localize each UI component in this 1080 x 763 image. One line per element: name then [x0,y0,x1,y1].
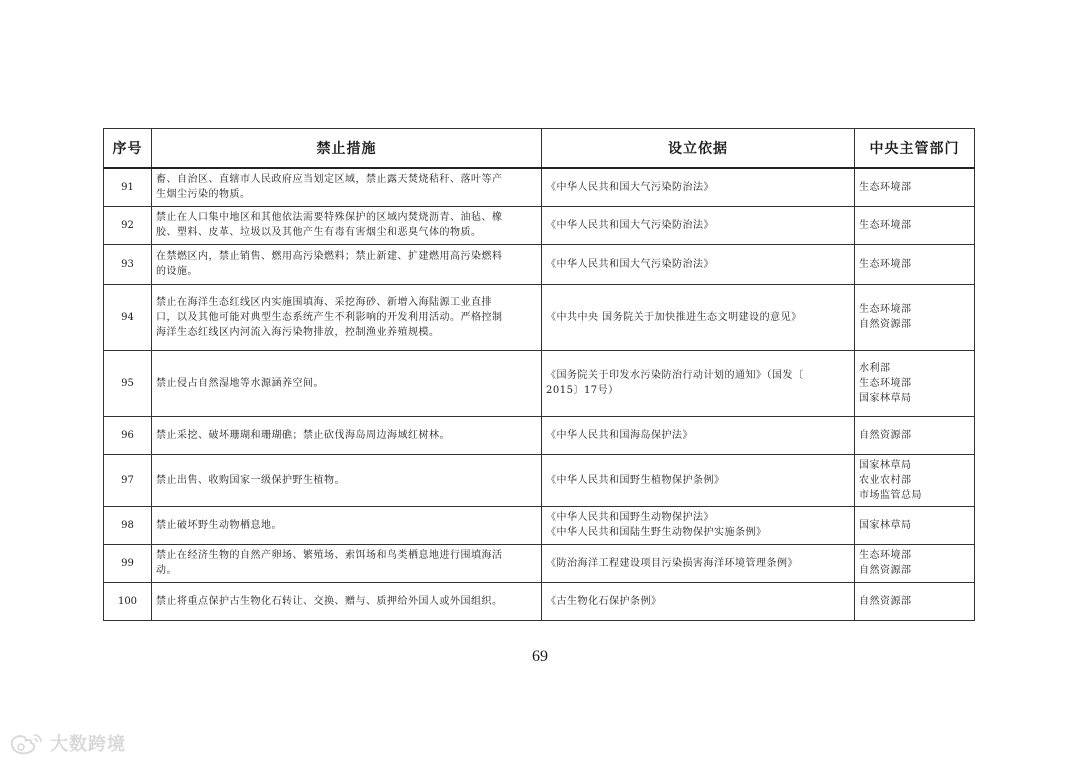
row-serial-number: 95 [104,350,152,416]
row-department-line: 国家林草局 [859,392,912,404]
row-measure-line: 的设施。 [156,266,198,277]
row-department-line: 自然资源部 [859,319,912,330]
row-measure-line: 禁止将重点保护古生物化石转让、交换、赠与、质押给外国人或外国组织。 [156,595,503,607]
row-department-line: 生态环境部 [859,304,912,315]
row-measure-cell [152,244,542,284]
row-measure-cell [152,206,542,244]
row-measure-line: 禁止在经济生物的自然产卵场、繁殖场、索饵场和鸟类栖息地进行围填海活 [156,550,503,561]
row-department-line: 自然资源部 [859,595,912,607]
row-department-cell [855,168,975,206]
header-serial-number: 序号 [104,129,152,169]
table-row [104,544,975,582]
row-basis-cell [542,454,855,506]
row-basis-line: 《中华人民共和国陆生野生动物保护实施条例》 [546,527,767,538]
row-basis-cell [542,206,855,244]
row-basis-cell [542,350,855,416]
row-department-cell [855,506,975,544]
table-row [104,582,975,620]
table-header-row [104,129,975,169]
row-serial-number: 92 [104,206,152,244]
watermark-text: 大数跨境 [50,734,126,755]
table-row [104,416,975,454]
row-basis-line: 《中共中央 国务院关于加快推进生态文明建设的意见》 [546,311,802,323]
row-measure-line: 海洋生态红线区内河流入海污染物排放，控制渔业养殖规模。 [156,326,440,338]
row-measure-cell [152,544,542,582]
row-measure-cell [152,168,542,206]
row-serial-number: 97 [104,454,152,506]
header-legal-basis: 设立依据 [542,129,855,169]
row-basis-cell [542,544,855,582]
row-basis-line: 2015〕17号） [546,385,619,396]
row-serial-number: 91 [104,168,152,206]
row-serial-number: 98 [104,506,152,544]
row-measure-line: 禁止在海洋生态红线区内实施围填海、采挖海砂、新增入海陆源工业直排 [156,296,492,308]
row-basis-cell [542,284,855,350]
row-department-line: 水利部 [859,362,891,374]
row-basis-cell [542,416,855,454]
row-measure-line: 禁止采挖、破坏珊瑚和珊瑚礁；禁止砍伐海岛周边海域红树林。 [156,429,450,441]
row-measure-line: 禁止在人口集中地区和其他依法需要特殊保护的区域内焚烧沥青、油毡、橡 [156,212,503,223]
row-department-cell [855,284,975,350]
row-serial-number: 94 [104,284,152,350]
row-basis-line: 《中华人民共和国大气污染防治法》 [546,181,714,193]
table-row [104,506,975,544]
table-row [104,244,975,284]
row-basis-line: 《中华人民共和国海岛保护法》 [546,429,693,441]
row-measure-line: 禁止出售、收购国家一级保护野生植物。 [156,474,345,486]
row-department-cell [855,582,975,620]
row-measure-cell [152,506,542,544]
row-department-line: 自然资源部 [859,565,912,576]
row-measure-cell [152,454,542,506]
table-row [104,206,975,244]
row-department-line: 生态环境部 [859,181,912,193]
table-row [104,284,975,350]
row-measure-cell [152,284,542,350]
prohibition-measures-table [103,128,975,621]
row-measure-line: 生烟尘污染的物质。 [156,189,251,201]
row-department-line: 生态环境部 [859,219,912,231]
row-basis-line: 《中华人民共和国大气污染防治法》 [546,219,714,231]
row-department-line: 国家林草局 [859,519,912,531]
row-measure-line: 畜、自治区、直辖市人民政府应当划定区域，禁止露天焚烧秸秆、落叶等产 [156,174,503,186]
row-department-cell [855,454,975,506]
row-measure-cell [152,350,542,416]
header-prohibition-measure: 禁止措施 [152,129,542,169]
row-measure-line: 禁止破坏野生动物栖息地。 [156,519,282,531]
row-basis-line: 《古生物化石保护条例》 [546,595,662,607]
header-central-authority: 中央主管部门 [855,129,975,169]
row-basis-line: 《国务院关于印发水污染防治行动计划的通知》（国发〔 [546,370,804,381]
row-measure-line: 动。 [156,565,177,576]
row-department-cell [855,206,975,244]
row-department-cell [855,416,975,454]
page-number: 69 [532,648,548,665]
row-serial-number: 93 [104,244,152,284]
table-row [104,454,975,506]
row-basis-line: 《中华人民共和国野生植物保护条例》 [546,474,725,486]
row-department-line: 生态环境部 [859,258,912,270]
row-basis-cell [542,506,855,544]
row-department-cell [855,244,975,284]
table-row [104,168,975,206]
row-department-line: 生态环境部 [859,550,912,561]
row-measure-cell [152,582,542,620]
row-department-cell [855,350,975,416]
row-basis-cell [542,244,855,284]
row-basis-line: 《中华人民共和国野生动物保护法》 [546,512,714,523]
row-department-line: 生态环境部 [859,377,912,389]
row-basis-line: 《防治海洋工程建设项目污染损害海洋环境管理条例》 [546,557,798,569]
row-department-cell [855,544,975,582]
row-basis-cell [542,168,855,206]
table-row [104,350,975,416]
row-basis-line: 《中华人民共和国大气污染防治法》 [546,258,714,270]
row-measure-line: 口，以及其他可能对典型生态系统产生不利影响的开发利用活动。严格控制 [156,311,503,323]
row-serial-number: 99 [104,544,152,582]
row-measure-line: 胶、塑料、皮革、垃圾以及其他产生有毒有害烟尘和恶臭气体的物质。 [156,227,482,238]
row-serial-number: 96 [104,416,152,454]
watermark [8,730,126,756]
row-measure-line: 禁止侵占自然湿地等水源涵养空间。 [156,377,324,389]
row-measure-line: 在禁燃区内，禁止销售、燃用高污染燃料；禁止新建、扩建燃用高污染燃料 [156,251,503,262]
row-basis-cell [542,582,855,620]
row-department-line: 市场监管总局 [859,489,922,501]
row-department-line: 国家林草局 [859,459,912,471]
row-serial-number: 100 [104,582,152,620]
weibo-logo-icon [8,731,44,755]
row-measure-cell [152,416,542,454]
row-department-line: 自然资源部 [859,429,912,441]
row-department-line: 农业农村部 [859,474,912,486]
